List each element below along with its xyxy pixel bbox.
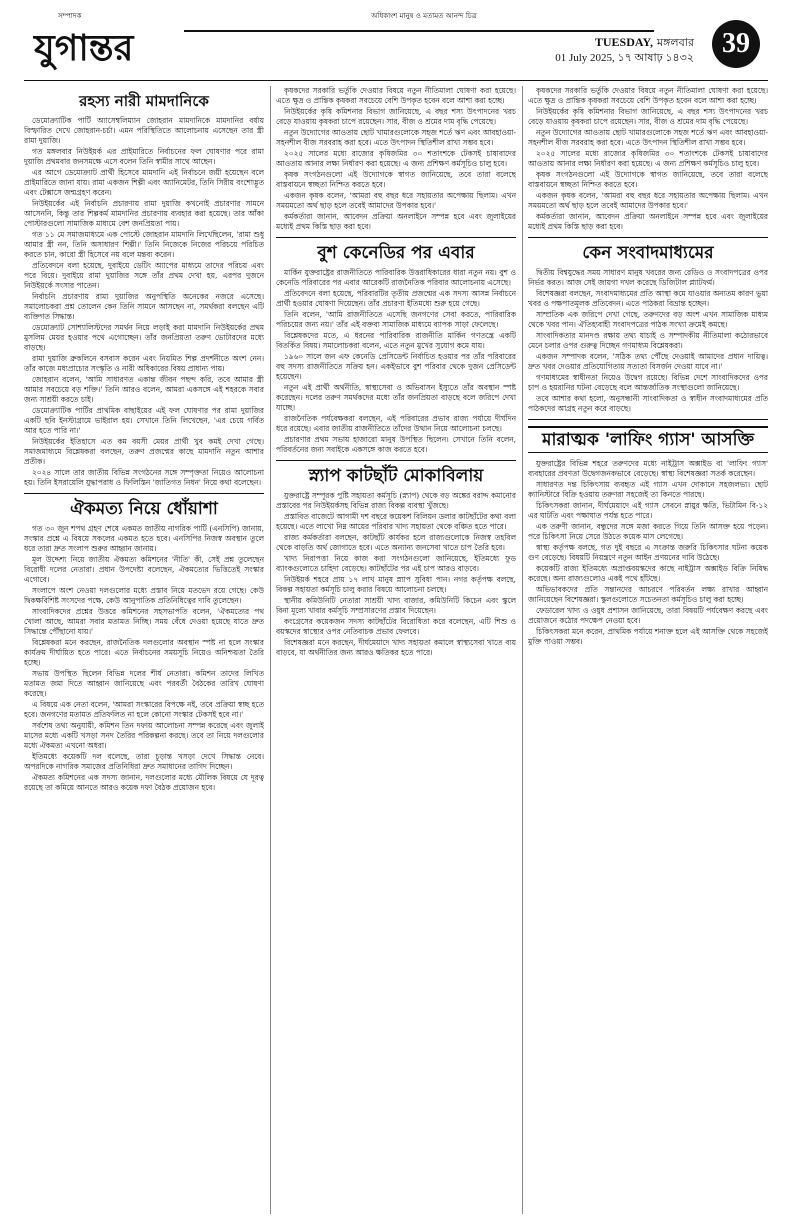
day-en: TUESDAY,	[594, 35, 654, 49]
column-rule	[270, 86, 271, 1214]
article-paragraph: ফেডারেল খাদ্য ও ওষুধ প্রশাসন জানিয়েছে, তারা বিষয়টি পর্যবেক্ষণ করছে এবং প্রয়োজনে কঠোর পদক্ষেপ নেওয়া হবে।	[528, 606, 768, 625]
article-paragraph: সাধারণত দন্ত চিকিৎসায় ব্যবহৃত এই গ্যাস এখন দোকানে সহজলভ্য। ছোট ক্যানিস্টারে বিক্রি হওয়ায় তরুণরা সহজেই তা কিনতে পারছে।	[528, 480, 768, 499]
article-paragraph: এক তরুণী জানান, বন্ধুদের সঙ্গে মজা করতে গিয়ে তিনি আসক্ত হয়ে পড়েন। পরে চিকিৎসা নিয়ে সেরে উঠতে কয়েক মাস লেগেছে।	[528, 522, 768, 541]
article-paragraph: রাজ্য কর্মকর্তারা বলছেন, কাটছাঁট কার্যকর হলে রাজ্যগুলোকে নিজস্ব তহবিল থেকে বাড়তি অর্থ জোগাতে হবে। এতে অন্যান্য জনসেবা খাতে চাপ তৈরি হবে।	[276, 533, 516, 552]
article2-headline: ঐকমত্য নিয়ে ধোঁয়াশা	[70, 499, 218, 519]
article-paragraph: একজন কৃষক বলেন, 'আমরা বহু বছর ধরে সহায়তার অপেক্ষায় ছিলাম। এখন সময়মতো অর্থ ছাড় হলে তবেই আমাদের উপকার হবে।'	[528, 191, 768, 210]
article3-body	[276, 268, 516, 455]
article-paragraph: কর্মকর্তারা জানান, আবেদন প্রক্রিয়া অনলাইনে সম্পন্ন হবে এবং জুলাইয়ের মধ্যেই প্রথম কিস্তি ছাড় করা হবে।	[276, 212, 516, 231]
article1-body	[24, 116, 264, 488]
article-paragraph: বিশেষজ্ঞরা মনে করছেন, দীর্ঘমেয়াদে খাদ্য সহায়তা কমালে স্বাস্থ্যসেবা খাতে ব্যয় বাড়বে, যা অর্থনীতির জন্য আরও ক্ষতিকর হতে পারে।	[276, 638, 516, 657]
article-paragraph: একজন সম্পাদক বলেন, 'সঠিক তথ্য পৌঁছে দেওয়াই আমাদের প্রধান দায়িত্ব। দ্রুত খবর দেওয়ার প্রতিযোগিতায় সত্যতা বিসর্জন দেওয়া যাবে না।'	[528, 352, 768, 371]
article-paragraph: যুক্তরাষ্ট্রের বিভিন্ন শহরে তরুণদের মধ্যে নাইট্রাস অক্সাইড বা 'লাফিং গ্যাস' ব্যবহারের প্রবণতা উদ্বেগজনকভাবে বেড়েছে। স্বাস্থ্য বিশেষজ্ঞরা সতর্ক করেছেন।	[528, 459, 768, 478]
day-bn: মঙ্গলবার	[657, 37, 694, 49]
article-paragraph: কংগ্রেসের কয়েকজন সদস্য কাটছাঁটের বিরোধিতা করে বলেছেন, এটি শিশু ও বয়স্কদের স্বাস্থ্যের ওপর নেতিবাচক প্রভাব ফেলবে।	[276, 617, 516, 636]
article-paragraph: নিউইয়র্কের কৃষি কমিশনার বিভাগ জানিয়েছে, এ বছর শস্য উৎপাদনের খরচ বেড়ে যাওয়ায় কৃষকরা চাপে রয়েছেন। সার, বীজ ও শ্রমের দাম বৃদ্ধি পেয়েছে।	[528, 107, 768, 126]
section-divider	[528, 419, 768, 420]
article-paragraph: নতুন এই প্রার্থী অর্থনীতি, স্বাস্থ্যসেবা ও অভিবাসন ইস্যুতে তাঁর অবস্থান স্পষ্ট করেছেন। দলের তরুণ সমর্থকদের মধ্যে তাঁর জনপ্রিয়তা বাড়ছে বলে জরিপে দেখা যাচ্ছে।	[276, 383, 516, 412]
article4-body	[276, 491, 516, 658]
article-paragraph: ২০২৫ সালের মধ্যে রাজ্যের কৃষিজমির ৩০ শতাংশকে টেকসই চাষাবাদের আওতায় আনার লক্ষ্য নির্ধারণ করা হয়েছে। এ জন্য প্রশিক্ষণ কর্মসূচিও চালু হবে।	[528, 149, 768, 168]
article-paragraph: মূল উদ্দেশ্য নিয়ে জাতীয় ঐকমত্য কমিশনের 'নীতি' কী, সেই প্রশ্ন তুলেছেন বিরোধী দলের নেতারা। প্রধান উপদেষ্টা বলেছেন, ঐকমত্যের ভিত্তিতেই সংস্কার এগোবে।	[24, 555, 264, 584]
article-paragraph: বিশ্লেষকদের মতে, এ ধরনের পারিবারিক রাজনীতি মার্কিন গণতন্ত্রে একটি বিতর্কিত বিষয়। সমালোচকরা বলেন, এতে নতুন মুখের সুযোগ কমে যায়।	[276, 331, 516, 350]
article-paragraph: সংলাপে অংশ নেওয়া দলগুলোর মধ্যে প্রস্তাব নিয়ে মতভেদ রয়ে গেছে। কেউ দ্বিকক্ষবিশিষ্ট সংসদের পক্ষে, কেউ আনুপাতিক প্রতিনিধিত্বের দাবি তুলেছেন।	[24, 586, 264, 605]
article-paragraph: নির্বাচনি প্রচারণায় রামা দুয়াজির অনুপস্থিতি অনেকের নজরে এসেছে। সমালোচকরা প্রশ্ন তোলেন কেন তিনি সামনে আসছেন না, সমর্থকরা বলছেন এটি ব্যক্তিগত সিদ্ধান্ত।	[24, 292, 264, 321]
article-paragraph: প্রচারণার প্রথম সভায় হাজারো মানুষ উপস্থিত ছিলেন। সেখানে তিনি বলেন, পরিবর্তনের জন্য সবাইকে একসঙ্গে কাজ করতে হবে।	[276, 435, 516, 454]
section-divider	[276, 460, 516, 461]
article-paragraph: গত ১১ মে সমাজমাধ্যমে এক পোস্টে জোহরান মামদানি লিখেছিলেন, 'রামা শুধু আমার স্ত্রী নন, তিনি অসাধারণ শিল্পী।' তিনি নিজেকে নিজের পরিচয়ে পরিচিত করতে চান, কারো স্ত্রী হিসেবে নয় বলে মন্তব্য করেন।	[24, 230, 264, 259]
section-divider	[276, 237, 516, 238]
article-paragraph: স্থানীয় কমিউনিটি নেতারা সাশ্রয়ী খাদ্য বাজার, কমিউনিটি কিচেন এবং স্কুলে বিনা মূল্যে খাবার কর্মসূচি সম্প্রসারণের প্রস্তাব দিয়েছেন।	[276, 596, 516, 615]
article-paragraph: প্রস্তাবিত বাজেটে আগামী দশ বছরে কয়েকশ বিলিয়ন ডলার কাটছাঁটের কথা বলা হয়েছে। এতে লাখো নিম্ন আয়ের পরিবার খাদ্য সহায়তা থেকে বঞ্চিত হতে পারে।	[276, 512, 516, 531]
article-paragraph: কয়েকটি রাজ্য ইতিমধ্যে অপ্রাপ্তবয়স্কদের কাছে নাইট্রাস অক্সাইড বিক্রি নিষিদ্ধ করেছে। অন্য রাজ্যগুলোও একই পথে হাঁটছে।	[528, 564, 768, 583]
article-paragraph: বিশ্লেষকরা মনে করছেন, রাজনৈতিক দলগুলোর অবস্থান স্পষ্ট না হলে সংস্কার কার্যক্রম দীর্ঘায়িত হতে পারে। এতে নির্বাচনের সময়সূচি নিয়েও অনিশ্চয়তা তৈরি হচ্ছে।	[24, 638, 264, 667]
article-paragraph: রামা দুয়াজি ব্রুকলিনে বসবাস করেন এবং নিয়মিত শিল্প প্রদর্শনীতে অংশ নেন। তাঁর কাজে মধ্যপ্রাচ্যের সংস্কৃতি ও নারী অধিকারের বিষয় প্রাধান্য পায়।	[24, 354, 264, 373]
article-paragraph: স্বাস্থ্য কর্তৃপক্ষ বলছে, গত দুই বছরে এ সংক্রান্ত জরুরি চিকিৎসার ঘটনা কয়েক গুণ বেড়েছে। বিষয়টি নিয়ন্ত্রণে নতুন আইন প্রণয়নের দাবি উঠেছে।	[528, 543, 768, 562]
article-paragraph: সাংবাদিকদের প্রশ্নের উত্তরে কমিশনের সহসভাপতি বলেন, 'ঐকমত্যের পথ খোলা আছে, আমরা সবার মতামত নিচ্ছি। সময় বেঁধে দেওয়া হয়েছে যাতে দ্রুত সিদ্ধান্তে পৌঁছানো যায়।'	[24, 607, 264, 636]
article7-headline: মারাত্মক 'লাফিং গ্যাস' আসক্তি	[528, 426, 768, 453]
article-paragraph: কর্মকর্তারা জানান, আবেদন প্রক্রিয়া অনলাইনে সম্পন্ন হবে এবং জুলাইয়ের মধ্যেই প্রথম কিস্তি ছাড় করা হবে।	[528, 212, 768, 231]
article-paragraph: মার্কিন যুক্তরাষ্ট্রের রাজনীতিতে পারিবারিক উত্তরাধিকারের ধারা নতুন নয়। বুশ ও কেনেডি পরিবারের পর এবার আরেকটি রাজনৈতিক পরিবার আলোচনায় এসেছে।	[276, 268, 516, 287]
article-paragraph: বিশেষজ্ঞরা বলছেন, সংবাদমাধ্যমের প্রতি আস্থা কমে যাওয়ার অন্যতম কারণ ভুয়া খবর ও পক্ষপাতমূলক প্রতিবেদন। এতে পাঠকরা বিভ্রান্ত হচ্ছেন।	[528, 289, 768, 308]
article-paragraph: ঐকমত্য কমিশনের এক সদস্য জানান, দলগুলোর মধ্যে মৌলিক বিষয়ে যে দূরত্ব রয়েছে তা কমিয়ে আনতে আরও কয়েক দফা বৈঠক প্রয়োজন হবে।	[24, 773, 264, 792]
article-paragraph: নিউইয়র্কের ইতিহাসে এত কম বয়সী মেয়র প্রার্থী খুব কমই দেখা গেছে। সমাজমাধ্যমে বিশ্লেষকরা বলছেন, তরুণ প্রজন্মের কাছে মামদানি নতুন আশার প্রতীক।	[24, 437, 264, 466]
article-paragraph: নতুন উদ্যোগের আওতায় ছোট খামারগুলোকে সহজ শর্তে ঋণ এবং আবহাওয়া-সহনশীল বীজ সরবরাহ করা হবে। এতে উৎপাদন স্থিতিশীল রাখা সম্ভব হবে।	[276, 128, 516, 147]
masthead-tagline-left: সম্পাদক	[58, 12, 82, 20]
article-paragraph: ২০২৪ সালে তার জাতীয় বিভিন্ন সংগঠনের সঙ্গে সম্পৃক্ততা নিয়েও আলোচনা হয়। তিনি ইসরায়েলি যুদ্ধাপরাধ ও ফিলিস্তিন 'জাতিগত নিধন' নিয়ে কথা বলেছেন।	[24, 468, 264, 487]
column-left	[24, 86, 264, 1216]
article-paragraph: প্রতিবেদনে বলা হয়েছে, পরিবারটির তৃতীয় প্রজন্মের এক সদস্য আসন্ন নির্বাচনে প্রার্থী হওয়ার ঘোষণা দিয়েছেন। তাঁর প্রচারণা ইতিমধ্যে শুরু হয়ে গেছে।	[276, 289, 516, 308]
article-paragraph: দ্বিতীয় বিশ্বযুদ্ধের সময় সাধারণ মানুষ খবরের জন্য রেডিও ও সংবাদপত্রের ওপর নির্ভর করত। আজ সেই জায়গা দখল করেছে ডিজিটাল প্ল্যাটফর্ম।	[528, 268, 768, 287]
article-paragraph: কৃষক সংগঠনগুলো এই উদ্যোগকে স্বাগত জানিয়েছে, তবে তারা বলেছে বাস্তবায়নে স্বচ্ছতা নিশ্চিত করতে হবে।	[528, 170, 768, 189]
article-paragraph: গণমাধ্যমের স্বাধীনতা নিয়েও উদ্বেগ রয়েছে। বিভিন্ন দেশে সাংবাদিকদের ওপর চাপ ও হয়রানির ঘটনা বেড়েছে বলে আন্তর্জাতিক সংস্থাগুলো জানিয়েছে।	[528, 373, 768, 392]
article-paragraph: কৃষক সংগঠনগুলো এই উদ্যোগকে স্বাগত জানিয়েছে, তবে তারা বলেছে বাস্তবায়নে স্বচ্ছতা নিশ্চিত করতে হবে।	[276, 170, 516, 189]
top-rule	[24, 80, 768, 81]
newspaper-logo	[30, 18, 180, 72]
article-paragraph: ডেমোক্র্যাটিক পার্টি অ্যাসেম্বলিম্যান জোহরান মামদানিকে মামদানির বর্ষায় বিস্ফারিত দেখে জোহরান-চর্চা। এমন পরিস্থিতিতে আলোচনায় এসেছেন তার স্ত্রী রামা দুয়াজি।	[24, 116, 264, 145]
article-paragraph: ইতিমধ্যে কয়েকটি দল বলেছে, তারা চূড়ান্ত খসড়া দেখে সিদ্ধান্ত নেবে। অপরদিকে নাগরিক সমাজের প্রতিনিধিরা দ্রুত সমাধানের তাগিদ দিচ্ছেন।	[24, 752, 264, 771]
column-right	[528, 86, 768, 1216]
masthead-rule	[184, 30, 654, 32]
masthead	[24, 6, 768, 76]
article-paragraph: ডেমোক্র্যাটিক পার্টির প্রাথমিক বাছাইয়ের এই ফল ঘোষণার পর রামা দুয়াজির একটি ছবি ইনস্টাগ্রামে ভাইরাল হয়। সেখানে তিনি লিখেছেন, 'এর চেয়ে গর্বিত আর হতে পারি না।'	[24, 406, 264, 435]
article-paragraph: জোহরান বলেন, 'আমি সাধারণত একান্ত জীবন পছন্দ করি, তবে আমার স্ত্রী আমার সবচেয়ে বড় শক্তি।' তিনি আরও বলেন, আমরা একসঙ্গে এই শহরকে সবার জন্য সাশ্রয়ী করতে চাই।	[24, 375, 264, 404]
svg-text:যুগান্তর: যুগান্তর	[34, 28, 134, 69]
section-divider	[24, 493, 264, 494]
article-paragraph: সর্বশেষ তথ্য অনুযায়ী, কমিশন তিন দফায় আলোচনা সম্পন্ন করেছে এবং জুলাই মাসের মধ্যে একটি খসড়া সনদ তৈরির পরিকল্পনা করছে। তবে তা নিয়ে দলগুলোর মধ্যে ঐকমত্য এখনো অধরা।	[24, 721, 264, 750]
article5-cont-body	[528, 86, 768, 232]
article-paragraph: কৃষকদের সরকারি ভর্তুকি দেওয়ার বিষয়ে নতুন নীতিমালা ঘোষণা করা হয়েছে। এতে ক্ষুদ্র ও প্রান্তিক কৃষকরা সবচেয়ে বেশি উপকৃত হবেন বলে আশা করা হচ্ছে।	[276, 86, 516, 105]
article-paragraph: এ বিষয়ে এক নেতা বলেন, 'আমরা সংস্কারের বিপক্ষে নই, তবে প্রক্রিয়া স্বচ্ছ হতে হবে। জনগণের মতামত প্রতিফলিত না হলে কোনো সংস্কার টেকসই হবে না।'	[24, 700, 264, 719]
article3-headline: বুশ কেনেডির পর এবার	[317, 243, 475, 263]
article-paragraph: চিকিৎসকরা মনে করেন, প্রাথমিক পর্যায়ে শনাক্ত হলে এই আসক্তি থেকে সহজেই মুক্তি পাওয়া সম্ভব।	[528, 627, 768, 646]
dateline	[524, 34, 694, 66]
article4-headline: স্ন্যাপ কাটছাঁট মোকাবিলায়	[308, 466, 484, 486]
article-paragraph: খাদ্য নিরাপত্তা নিয়ে কাজ করা সংগঠনগুলো জানিয়েছে, ইতিমধ্যে ফুড ব্যাংকগুলোতে চাহিদা বেড়েছে। কাটছাঁটের পর এই চাপ আরও বাড়বে।	[276, 554, 516, 573]
article-paragraph: ১৯৬০ সালে জন এফ কেনেডি প্রেসিডেন্ট নির্বাচিত হওয়ার পর তাঁর পরিবারের বহু সদস্য রাজনীতিতে সক্রিয় হন। একইভাবে বুশ পরিবার থেকে দুজন প্রেসিডেন্ট হয়েছেন।	[276, 352, 516, 381]
article-paragraph: তিনি বলেন, 'আমি রাজনীতিতে এসেছি জনগণের সেবা করতে, পারিবারিক পরিচয়ের জন্য নয়।' তাঁর এই বক্তব্য সামাজিক মাধ্যমে ব্যাপক সাড়া ফেলেছে।	[276, 310, 516, 329]
article-paragraph: সাংবাদিকতার মানদণ্ড রক্ষায় তথ্য যাচাই ও সম্পাদকীয় নীতিমালা কঠোরভাবে মেনে চলার ওপর গুরুত্ব দিচ্ছেন গণমাধ্যম বিশ্লেষকরা।	[528, 331, 768, 350]
date-full: 01 July 2025, ১৭ আষাঢ় ১৪৩২	[555, 52, 694, 64]
masthead-tagline-center: অধিকাংশ মানুষ ও মতামত আনন্দ চিত্র	[371, 12, 477, 20]
article2-body	[24, 524, 264, 793]
section-divider	[528, 237, 768, 238]
article-paragraph: নিউইয়র্কের কৃষি কমিশনার বিভাগ জানিয়েছে, এ বছর শস্য উৎপাদনের খরচ বেড়ে যাওয়ায় কৃষকরা চাপে রয়েছেন। সার, বীজ ও শ্রমের দাম বৃদ্ধি পেয়েছে।	[276, 107, 516, 126]
article-paragraph: সভায় উপস্থিত ছিলেন বিভিন্ন দলের শীর্ষ নেতারা। কমিশন তাদের লিখিত মতামত জমা দিতে আহ্বান জানিয়েছে এবং পরবর্তী বৈঠকের তারিখ ঘোষণা করেছে।	[24, 669, 264, 698]
article-paragraph: নিউইয়র্কের এই নির্বাচনি প্রচারণায় রামা দুয়াজি কখনোই প্রচারণার সামনে আসেননি, কিন্তু তার শিল্পকর্ম মামদানির প্রচারণায় ব্যবহার করা হয়েছে। তার আঁকা পোস্টারগুলো সামাজিক মাধ্যমে বেশ জনপ্রিয়তা পায়।	[24, 199, 264, 228]
article-paragraph: নতুন উদ্যোগের আওতায় ছোট খামারগুলোকে সহজ শর্তে ঋণ এবং আবহাওয়া-সহনশীল বীজ সরবরাহ করা হবে। এতে উৎপাদন স্থিতিশীল রাখা সম্ভব হবে।	[528, 128, 768, 147]
article-paragraph: কৃষকদের সরকারি ভর্তুকি দেওয়ার বিষয়ে নতুন নীতিমালা ঘোষণা করা হয়েছে। এতে ক্ষুদ্র ও প্রান্তিক কৃষকরা সবচেয়ে বেশি উপকৃত হবেন বলে আশা করা হচ্ছে।	[528, 86, 768, 105]
article-paragraph: চিকিৎসকরা জানান, দীর্ঘমেয়াদে এই গ্যাস সেবনে স্নায়ুর ক্ষতি, ভিটামিন বি-১২ এর ঘাটতি এবং পক্ষাঘাত পর্যন্ত হতে পারে।	[528, 501, 768, 520]
article-paragraph: অভিভাবকদের প্রতি সন্তানদের আচরণে পরিবর্তন লক্ষ্য রাখার আহ্বান জানিয়েছেন বিশেষজ্ঞরা। স্কুলগুলোতে সচেতনতা কর্মসূচিও চালু করা হচ্ছে।	[528, 585, 768, 604]
article-paragraph: তবে আশার কথা হলো, অনুসন্ধানী সাংবাদিকতা ও স্বাধীন সংবাদমাধ্যমের প্রতি পাঠকদের আগ্রহ নতুন করে বাড়ছে।	[528, 394, 768, 413]
column-rule	[522, 86, 523, 1214]
article-paragraph: ডেমোক্র্যাট সোশ্যালিস্টদের সমর্থন নিয়ে লড়াই করা মামদানি নিউইয়র্কের প্রথম মুসলিম মেয়র হওয়ার পথে এগোচ্ছেন। তাঁর জনপ্রিয়তা তরুণ ভোটারদের মধ্যে বাড়ছে।	[24, 323, 264, 352]
article-paragraph: নিউইয়র্ক শহরে প্রায় ১৭ লাখ মানুষ স্ন্যাপ সুবিধা পান। নগর কর্তৃপক্ষ বলছে, বিকল্প সহায়তা কর্মসূচি চালু করার বিষয়ে আলোচনা চলছে।	[276, 575, 516, 594]
article-paragraph: প্রতিবেদনে বলা হয়েছে, দুবাইয়ে ডেটিং অ্যাপের মাধ্যমে তাদের পরিচয় এবং পরে বিয়ে। দুবাইয়ে রামা দুয়াজির সঙ্গে তাঁর প্রথম দেখা হয়, এরপর দুজনে নিউইয়র্কে সংসার পাতেন।	[24, 261, 264, 290]
article-paragraph: ২০২৫ সালের মধ্যে রাজ্যের কৃষিজমির ৩০ শতাংশকে টেকসই চাষাবাদের আওতায় আনার লক্ষ্য নির্ধারণ করা হয়েছে। এ জন্য প্রশিক্ষণ কর্মসূচিও চালু হবে।	[276, 149, 516, 168]
page-number: 39	[712, 20, 760, 68]
article-paragraph: সাম্প্রতিক এক জরিপে দেখা গেছে, তরুণদের বড় অংশ এখন সামাজিক মাধ্যম থেকে খবর পান। ঐতিহ্যবাহী সংবাদপত্রের পাঠক সংখ্যা ক্রমেই কমছে।	[528, 310, 768, 329]
article-paragraph: রাজনৈতিক পর্যবেক্ষকরা বলছেন, এই পরিবারের প্রভাব রাজ্য পর্যায়ে দীর্ঘদিন ধরে রয়েছে। এবার জাতীয় রাজনীতিতে তাঁদের উত্থান নিয়ে আলোচনা চলছে।	[276, 414, 516, 433]
article7-body	[528, 459, 768, 647]
article-paragraph: এর আগে ডেমোক্র্যাট প্রার্থী হিসেবে মামদানি এই নির্বাচনে জয়ী হয়েছেন বলে প্রাইমারিতে জানা যায়। রামা একজন শিল্পী এবং অ্যানিমেটর, তিনি সিরীয় বংশোদ্ভূত এবং টেক্সাসে জন্মগ্রহণ করেন।	[24, 168, 264, 197]
article6-body	[528, 268, 768, 414]
article-paragraph: যুক্তরাষ্ট্রে সম্পূরক পুষ্টি সহায়তা কর্মসূচি (স্ন্যাপ) থেকে বড় অঙ্কের বরাদ্দ কমানোর প্রস্তাবের পর নিউইয়র্কসহ বিভিন্ন রাজ্য বিকল্প ব্যবস্থা খুঁজছে।	[276, 491, 516, 510]
article-paragraph: গত মঙ্গলবার নিউইয়র্ক এর প্রাইমারিতে নির্বাচনের ফল ঘোষণার পরে রামা দুয়াজি প্রথমবার জনসমক্ষে এসে বলেন তিনি স্বামীর সাথে আছেন।	[24, 147, 264, 166]
article5-body	[276, 86, 516, 232]
article1-headline: রহস্য নারী মামদানিকে	[79, 92, 209, 110]
article-paragraph: একজন কৃষক বলেন, 'আমরা বহু বছর ধরে সহায়তার অপেক্ষায় ছিলাম। এখন সময়মতো অর্থ ছাড় হলে তবেই আমাদের উপকার হবে।'	[276, 191, 516, 210]
column-middle	[276, 86, 516, 1216]
article-paragraph: গত ৩০ জুন শপথ গ্রহণ শেষে একমত জাতীয় নাগরিক পার্টি (এনসিপি) জানায়, সংস্কার প্রশ্নে এ বিষয়ে সকলের একমত হতে হবে। এনসিপির নিজস্ব অবস্থান তুলে ধরে তারা দ্রুত সংলাপ শুরুর আহ্বান জানায়।	[24, 524, 264, 553]
article6-headline: কেন সংবাদমাধ্যমের	[582, 243, 714, 263]
